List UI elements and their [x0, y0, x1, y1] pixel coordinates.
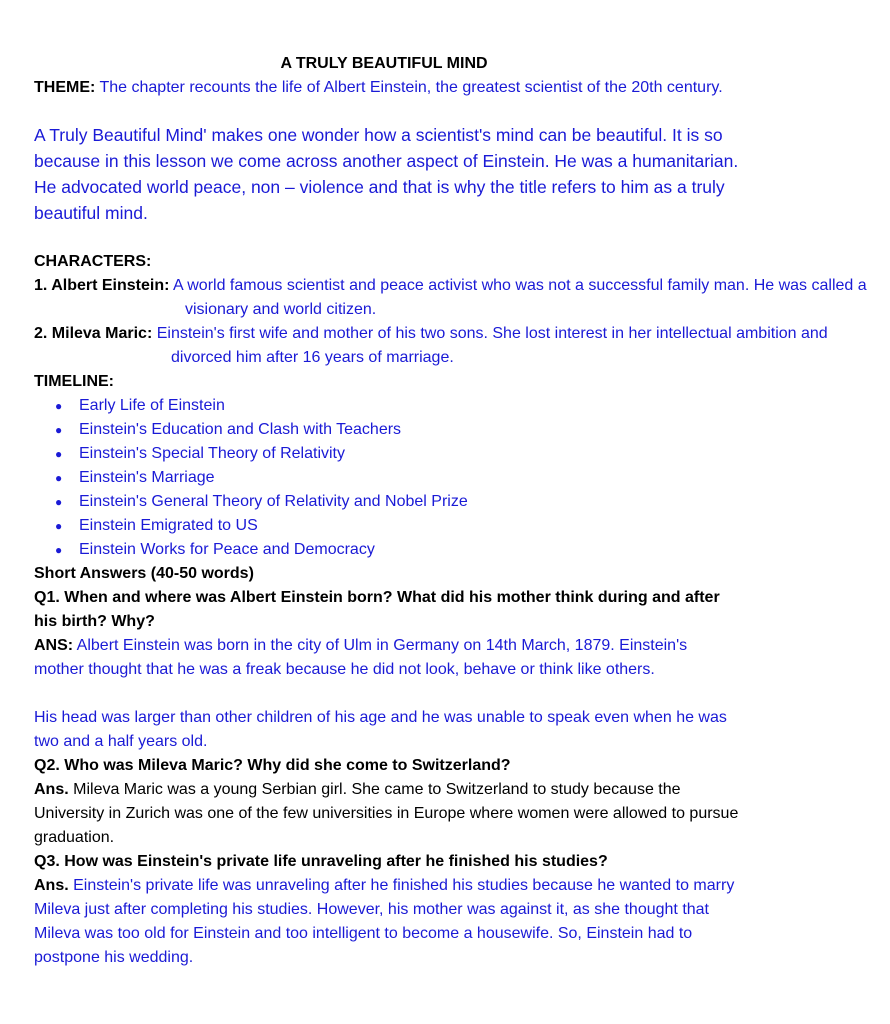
page-title: A TRULY BEAUTIFUL MIND — [280, 55, 488, 72]
timeline-list — [34, 394, 739, 562]
list-item: ● Einstein Emigrated to US — [34, 514, 739, 538]
q2-answer-text: Mileva Maric was a young Serbian girl. She came to Switzerland to study because the University in Zurich was one of the few universities in Europe where women were allowed to pursue graduation. — [34, 781, 739, 846]
character-einstein — [34, 274, 890, 322]
q3-answer-label: Ans. — [34, 877, 69, 894]
character-mileva-text: Einstein's first wife and mother of his two sons. She lost interest in her intellectual ambition and divorced him after 16 years of marriage. — [156, 325, 828, 366]
bullet-icon: ● — [55, 471, 63, 485]
q3-question: Q3. How was Einstein's private life unraveling after he finished his studies? — [34, 853, 608, 870]
bullet-icon: ● — [55, 447, 63, 461]
list-item: ● Einstein's General Theory of Relativity and Nobel Prize — [34, 490, 739, 514]
theme-label: THEME: — [34, 79, 96, 96]
list-item: ● Early Life of Einstein — [34, 394, 739, 418]
bullet-icon: ● — [55, 543, 63, 557]
list-item: ● Einstein's Special Theory of Relativity — [34, 442, 739, 466]
character-mileva-label: 2. Mileva Maric: — [34, 325, 153, 342]
bullet-icon: ● — [55, 423, 63, 437]
bullet-icon: ● — [55, 495, 63, 509]
character-einstein-label: 1. Albert Einstein: — [34, 277, 170, 294]
q1-answer-text: Albert Einstein was born in the city of Ulm in Germany on 14th March, 1879. Einstein's mother thought that he was a freak because he did not look, behave or think like others. — [34, 637, 688, 678]
character-mileva — [34, 322, 876, 370]
character-einstein-text: A world famous scientist and peace activist who was not a successful family man. He was called a visionary and world citizen. — [173, 277, 867, 318]
q2-answer-label: Ans. — [34, 781, 69, 798]
list-item: ● Einstein Works for Peace and Democracy — [34, 538, 739, 562]
q2-question: Q2. Who was Mileva Maric? Why did she come to Switzerland? — [34, 757, 511, 774]
q1-answer-label: ANS: — [34, 637, 74, 654]
q1-answer-continued: His head was larger than other children of his age and he was unable to speak even when he was two and a half years old. — [34, 709, 727, 750]
list-item: ● Einstein's Marriage — [34, 466, 739, 490]
list-item: ● Einstein's Education and Clash with Teachers — [34, 418, 739, 442]
short-answers-heading: Short Answers (40-50 words) — [34, 565, 254, 582]
intro-paragraph: A Truly Beautiful Mind' makes one wonder how a scientist's mind can be beautiful. It is so because in this lesson we come across another aspect of Einstein. He was a humanitarian. He advocated world peace, non – violence and that is why the title refers to him as a truly beautiful mind. — [34, 125, 739, 223]
characters-heading: CHARACTERS: — [34, 253, 152, 270]
bullet-icon: ● — [55, 399, 63, 413]
theme-text: The chapter recounts the life of Albert Einstein, the greatest scientist of the 20th century. — [99, 79, 723, 96]
q2-answer — [34, 778, 739, 850]
q1-question: Q1. When and where was Albert Einstein born? What did his mother think during and after his birth? Why? — [34, 589, 720, 630]
q3-answer-text: Einstein's private life was unraveling after he finished his studies because he wanted to marry Mileva just after completing his studies. However, his mother was against it, as she thought that Mileva was too old for Einstein and too intelligent to become a housewife. So, Einstein had to postpone his wedding. — [34, 877, 735, 966]
q1-answer — [34, 634, 739, 682]
timeline-heading: TIMELINE: — [34, 373, 114, 390]
theme-paragraph — [34, 76, 739, 100]
bullet-icon: ● — [55, 519, 63, 533]
q3-answer — [34, 874, 739, 970]
